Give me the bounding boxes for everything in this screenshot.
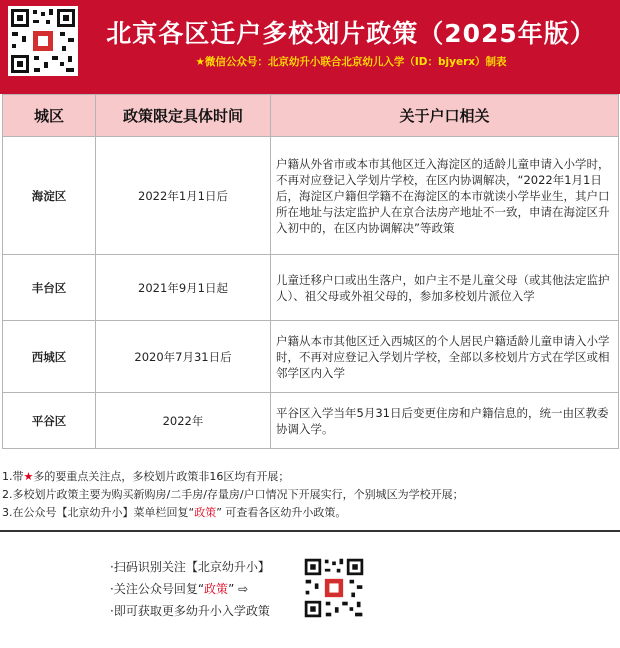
note-1	[2, 468, 618, 486]
column-header-hukou: 关于户口相关	[271, 95, 619, 137]
table-row	[3, 255, 619, 321]
star-icon: ★	[23, 470, 34, 483]
hukou-cell: 户籍从本市其他区迁入西城区的个人居民户籍适龄儿童申请入小学时，不再对应登记入学划片学校，全部以多校划片方式在学区或相邻学区内入学	[271, 321, 619, 393]
time-cell: 2021年9月1日起	[96, 255, 271, 321]
qr-code-footer[interactable]	[302, 556, 366, 620]
page-title: 北京各区迁户多校划片政策（2025年版）	[106, 19, 596, 48]
footer-line-2-suffix: ” ⇨	[228, 582, 249, 596]
footer-keyword: 政策	[204, 582, 229, 596]
note-3-prefix: 3.在公众号【北京幼升小】菜单栏回复“	[2, 506, 195, 519]
column-header-district: 城区	[3, 95, 96, 137]
note-1-text: 多的要重点关注点，多校划片政策非16区均有开展；	[33, 470, 290, 483]
table-row	[3, 393, 619, 449]
note-1-prefix: 1.带	[2, 470, 24, 483]
footer-promo	[110, 556, 270, 622]
policy-table	[2, 94, 619, 449]
qr-code-icon	[8, 6, 78, 76]
footer-line-1: ·扫码识别关注【北京幼升小】	[110, 560, 270, 574]
time-cell: 2020年7月31日后	[96, 321, 271, 393]
footer-line-2	[110, 578, 270, 600]
note-2: 2.多校划片政策主要为购买新购房/二手房/存量房/户口情况下开展实行，个别城区为学校开展；	[2, 488, 464, 501]
note-3	[2, 504, 618, 522]
notes-section	[2, 468, 618, 522]
hukou-cell: 户籍从外省市或本市其他区迁入海淀区的适龄儿童申请入小学时，不再对应登记入学划片学校，在区内协调解决，“2022年1月1日后，海淀区户籍但学籍不在海淀区的本市就读小学毕业生，其户口所在地址与法定监护人在京合法房产地址不一致，申请在海淀区升入初中的，在区内协调解决”等政策	[271, 137, 619, 255]
qr-code-header[interactable]	[8, 6, 78, 76]
district-cell: 丰台区	[3, 255, 96, 321]
footer-line-2-prefix: ·关注公众号回复“	[110, 582, 205, 596]
time-cell: 2022年1月1日后	[96, 137, 271, 255]
note-3-suffix: ” 可查看各区幼升小政策。	[216, 506, 347, 519]
table-row	[3, 137, 619, 255]
note-3-keyword: 政策	[194, 506, 217, 519]
footer-line-3: ·即可获取更多幼升小入学政策	[110, 604, 270, 618]
district-cell: 海淀区	[3, 137, 96, 255]
hukou-cell: 平谷区入学当年5月31日后变更住房和户籍信息的，统一由区教委协调入学。	[271, 393, 619, 449]
table-row	[3, 321, 619, 393]
time-cell: 2022年	[96, 393, 271, 449]
section-divider	[0, 530, 620, 532]
hukou-cell: 儿童迁移户口或出生落户，如户主不是儿童父母（或其他法定监护人）、祖父母或外祖父母的，参加多校划片派位入学	[271, 255, 619, 321]
qr-code-icon	[302, 556, 366, 620]
district-cell: 平谷区	[3, 393, 96, 449]
table-header-row	[3, 95, 619, 137]
page-subtitle: ★微信公众号：北京幼升小联合北京幼儿入学（ID：bjyerx）制表	[195, 56, 507, 68]
header-banner	[0, 0, 620, 94]
column-header-time: 政策限定具体时间	[96, 95, 271, 137]
district-cell: 西城区	[3, 321, 96, 393]
